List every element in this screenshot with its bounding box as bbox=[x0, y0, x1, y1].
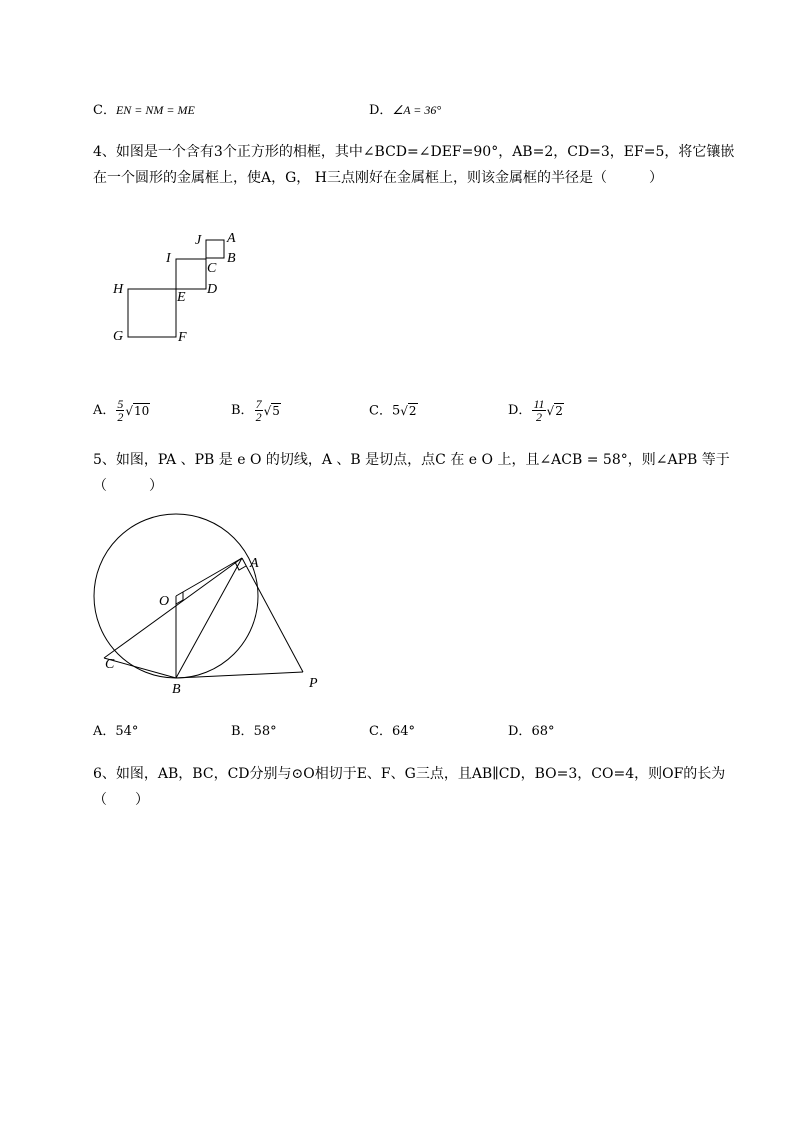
q5-segment-cb bbox=[104, 658, 176, 678]
q5-option-a-text: 54° bbox=[115, 724, 139, 739]
q4-option-a bbox=[93, 398, 150, 423]
q4-option-c-radicand: 2 bbox=[408, 404, 417, 418]
q4-square-medium bbox=[176, 259, 206, 289]
q4-stem-line2: 在一个圆形的金属框上，使A，G， H三点刚好在金属框上，则该金属框的半径是（ ） bbox=[93, 170, 663, 186]
q4-option-d bbox=[508, 398, 564, 423]
q4-option-a-label: A． bbox=[93, 403, 116, 418]
q5-option-b bbox=[231, 724, 277, 740]
q5-segment-ca bbox=[104, 558, 242, 658]
q4-stem-line1: 4、如图是一个含有3个正方形的相框，其中∠BCD=∠DEF=90°，AB=2，CD=3，EF=5，将它镶嵌 bbox=[93, 144, 735, 160]
q5-option-c-text: 64° bbox=[391, 724, 415, 739]
q4-label-d: D bbox=[207, 282, 218, 297]
q3-option-d-text: ∠A = 36° bbox=[392, 103, 442, 117]
q4-option-c bbox=[369, 403, 418, 420]
q5-segment-pb bbox=[176, 672, 303, 678]
q4-label-f: F bbox=[178, 330, 187, 345]
q5-figure bbox=[90, 510, 330, 700]
q4-option-b-denominator: 2 bbox=[255, 410, 262, 424]
q5-label-o: O bbox=[159, 594, 170, 609]
q4-option-b bbox=[231, 398, 281, 423]
q4-square-large bbox=[128, 289, 176, 337]
q6-stem-line1: 6、如图，AB，BC，CD分别与⊙O相切于E、F、G三点，且AB∥CD，BO=3，CO=4，则OF的长为 bbox=[93, 766, 726, 782]
q4-label-e: E bbox=[177, 290, 186, 305]
q4-option-d-fraction bbox=[532, 398, 545, 423]
q5-option-d bbox=[508, 724, 554, 740]
q4-figure bbox=[100, 225, 260, 350]
q4-label-g: G bbox=[113, 329, 124, 344]
q5-option-c bbox=[369, 724, 415, 740]
q4-option-d-denominator: 2 bbox=[535, 410, 542, 424]
q5-stem-line2: （ ） bbox=[93, 478, 163, 494]
q5-segment-pa bbox=[242, 558, 303, 672]
q4-option-c-coef: 5 bbox=[391, 403, 401, 419]
q3-option-d bbox=[369, 102, 441, 119]
q4-label-c: C bbox=[207, 261, 217, 276]
q5-stem-line1: 5、如图，PA 、PB 是 e O 的切线，A 、B 是切点，点C 在 e O 上，且∠ACB = 58°，则∠APB 等于 bbox=[93, 452, 730, 468]
q4-option-b-sqrt: √5 bbox=[263, 403, 280, 418]
q5-option-c-label: C． bbox=[369, 724, 392, 739]
q4-option-d-radicand: 2 bbox=[555, 403, 563, 418]
q5-option-b-label: B． bbox=[231, 724, 254, 739]
q4-square-small bbox=[206, 240, 224, 258]
q3-option-d-label: D． bbox=[369, 103, 393, 118]
q4-option-d-sqrt: √2 bbox=[546, 403, 563, 418]
q5-option-b-text: 58° bbox=[253, 724, 277, 739]
q3-option-c-text: EN = NM = ME bbox=[115, 103, 195, 117]
q5-segment-ab bbox=[176, 558, 242, 678]
q4-option-a-fraction bbox=[116, 398, 124, 423]
q4-option-a-radicand: 10 bbox=[134, 403, 150, 418]
q4-label-a: A bbox=[227, 231, 236, 246]
q4-option-c-sqrt: √2 bbox=[400, 404, 417, 418]
q4-label-h: H bbox=[113, 282, 124, 297]
q4-label-b: B bbox=[227, 251, 236, 266]
q4-option-b-radicand: 5 bbox=[272, 403, 280, 418]
q5-label-a: A bbox=[250, 556, 259, 571]
q4-label-i: I bbox=[166, 251, 171, 266]
q3-option-c-label: C． bbox=[93, 103, 116, 118]
q4-option-a-denominator: 2 bbox=[117, 410, 124, 424]
q5-label-c: C bbox=[105, 657, 115, 672]
q4-option-c-label: C． bbox=[369, 403, 392, 419]
q4-option-b-numerator: 7 bbox=[255, 397, 262, 411]
q3-option-c bbox=[93, 102, 195, 119]
q5-option-d-label: D． bbox=[508, 724, 532, 739]
q4-option-d-label: D． bbox=[508, 403, 532, 418]
q5-option-a-label: A． bbox=[93, 724, 116, 739]
q4-option-a-numerator: 5 bbox=[117, 397, 124, 411]
q5-option-d-text: 68° bbox=[531, 724, 555, 739]
q4-option-d-numerator: 11 bbox=[533, 397, 545, 411]
q5-label-b: B bbox=[172, 682, 181, 697]
q4-option-b-fraction bbox=[255, 398, 263, 423]
q4-label-j: J bbox=[195, 233, 202, 248]
q5-label-p: P bbox=[309, 676, 318, 691]
q5-option-a bbox=[93, 724, 138, 740]
q6-stem-line2: （ ） bbox=[93, 792, 149, 808]
q4-option-b-label: B． bbox=[231, 403, 254, 418]
q4-option-a-sqrt: √10 bbox=[125, 403, 150, 418]
